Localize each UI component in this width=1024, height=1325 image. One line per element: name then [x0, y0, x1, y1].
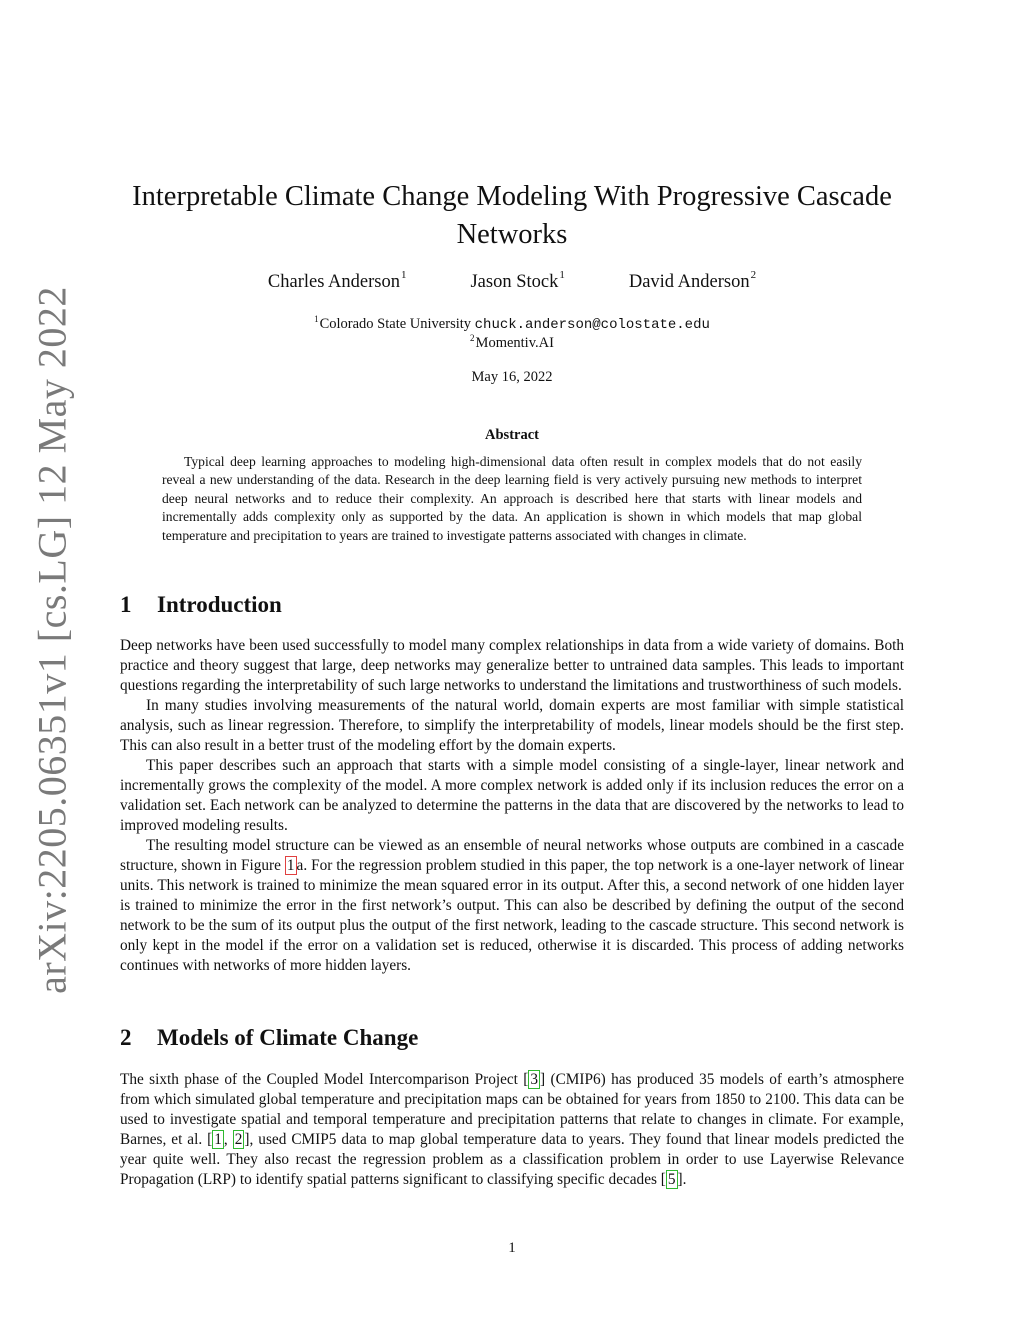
abstract-text: Typical deep learning approaches to modeling high-dimensional data often result in complex models that do not easily reveal a new understanding of the data. Research in the deep learning field is very actively pursuing new methods to interpret deep neural networks and to reduce their complexity. An approach is described here that starts with linear models and incrementally adds complexity only as supported by the data. An application is shown in which models that map global temperature and precipitation to years are trained to investigate patterns associated with changes in climate. — [162, 454, 862, 543]
section-heading-introduction: 1 Introduction — [120, 592, 282, 617]
affiliation-1: $^1$Colorado State University chuck.anderson@colostate.edu — [314, 314, 710, 333]
author-2: Jason Stock$^1$ — [470, 269, 565, 292]
citation-link[interactable]: 1 — [214, 1131, 222, 1148]
abstract-heading: Abstract — [485, 427, 539, 443]
affiliation-2: $^2$Momentiv.AI — [470, 333, 554, 351]
citation-link[interactable]: 2 — [234, 1131, 243, 1148]
paragraph: In many studies involving measurements of the natural world, domain experts are most familiar with simple statistical analysis, such as linear regression. Therefore, to simplify the interpretability of models, linear models should be the first step. This can also result in a better trust of the modeling effort by the domain experts. — [120, 697, 904, 754]
paragraph: Deep networks have been used successfully to model many complex relationships in data from a wide variety of domains. Both practice and theory suggest that large, deep networks may generalize better to untrained data samples. This leads to important questions regarding the interpretability of such large networks to understand the limitations and trustworthiness of such models. — [120, 637, 904, 694]
citation-link[interactable]: 3 — [530, 1071, 539, 1088]
author-3: David Anderson$^2$ — [628, 269, 757, 292]
page-number: 1 — [508, 1240, 516, 1256]
models-body — [120, 1070, 904, 1190]
author-list — [120, 269, 904, 293]
paper-title: Interpretable Climate Change Modeling With Progressive Cascade Networks — [132, 181, 892, 250]
arxiv-identifier: arXiv:2205.06351v1 [cs.LG] 12 May 2022 — [29, 286, 75, 994]
paragraph: The resulting model structure can be viewed as an ensemble of neural networks whose outputs are combined in a cascade structure, shown in Figure 1 a. For the regression problem studied in this paper, the top network is a one-layer network of linear units. This network is trained to minimize the mean squared error in its output. After this, a second network of one hidden layer is trained to minimize the error in the first network’s output. This can also be described by defining the output of the second network to be the sum of its output plus the output of the first network, leading to the cascade structure. This second network is only kept in the model if the error on a validation set is reduced, otherwise it is discarded. This process of adding networks continues with networks of more hidden layers. — [120, 837, 904, 974]
paragraph: This paper describes such an approach that starts with a simple model consisting of a single-layer, linear network and incrementally grows the complexity of the model. A more complex network is added only if its inclusion reduces the error on a validation set. Each network can be analyzed to determine the patterns in the data that are discovered by the networks to lead to improved modeling results. — [120, 757, 904, 834]
section-heading-models: 2 Models of Climate Change — [120, 1025, 419, 1050]
author-1: Charles Anderson$^1$ — [267, 269, 407, 292]
introduction-body — [120, 636, 904, 976]
figure-reference-link[interactable]: 1 — [286, 857, 295, 874]
paper-date: May 16, 2022 — [471, 369, 553, 385]
author-email: chuck.anderson@colostate.edu — [474, 317, 710, 333]
paragraph: The sixth phase of the Coupled Model Intercomparison Project [ 3 ] (CMIP6) has produced 35 models of earth’s atmosphere from which simulated global temperature and precipitation maps can be obtained for years from 1850 to 2100. This data can be used to investigate spatial and temporal temperature and precipitation patterns that relate to changes in climate. For example, Barnes, et al. [ 1 , 2 ], used CMIP5 data to map global temperature data to years. They found that linear models predicted the year quite well. They also recast the regression problem as a classification problem in order to use Layerwise Relevance Propagation (LRP) to identify spatial patterns significant to classifying specific decades [ 5 ]. — [120, 1071, 904, 1188]
citation-link[interactable]: 5 — [667, 1171, 676, 1188]
